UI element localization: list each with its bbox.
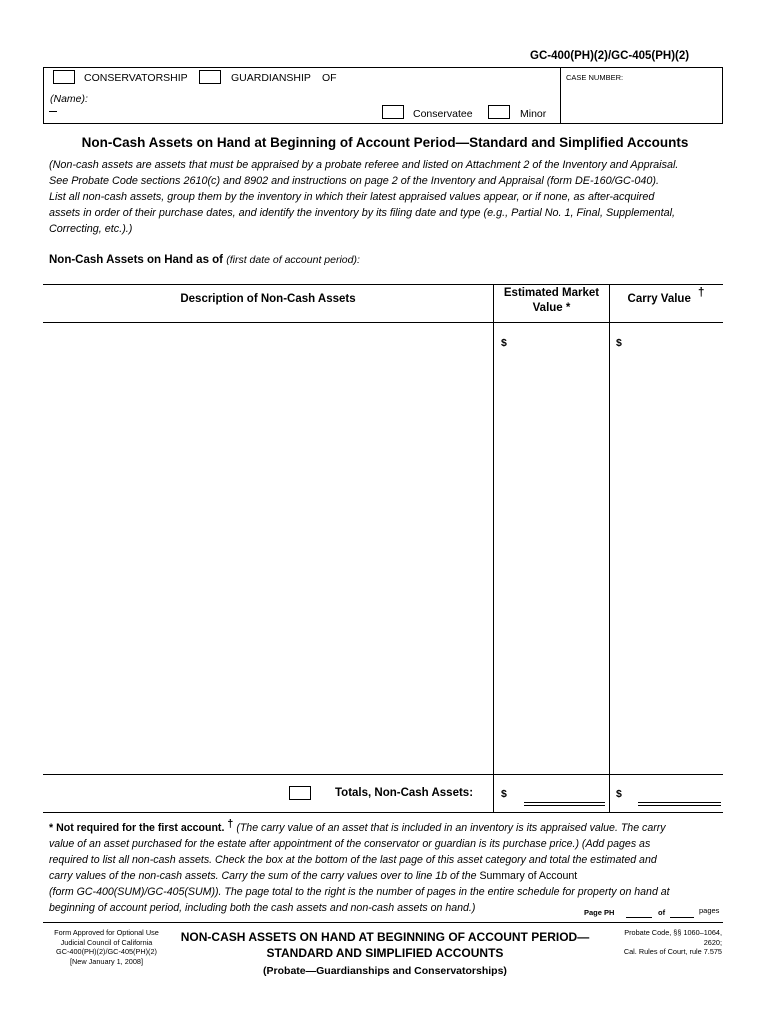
instructions [49, 157, 721, 237]
totals-bottom-rule [43, 812, 723, 813]
dagger-mark: † [698, 287, 705, 299]
totals-carry-underline-2 [638, 805, 721, 806]
footnote-dagger: † [227, 818, 234, 830]
footnote-line-5: (form GC-400(SUM)/GC-405(SUM)). The page total to the right is the number of pages in the entire schedule for property on hand at [49, 886, 670, 898]
conservatorship-checkbox[interactable] [53, 70, 75, 84]
footnote-line-1 [49, 820, 721, 836]
col-header-carry [610, 287, 722, 305]
table-divider-1 [493, 284, 494, 813]
table-divider-2 [609, 284, 610, 813]
pages-label: pages [699, 906, 720, 915]
conservatorship-label: CONSERVATORSHIP [84, 72, 188, 84]
form-id: GC-400(PH)(2)/GC-405(PH)(2) [530, 50, 690, 62]
col-header-estimated-line2: Value * [532, 302, 571, 314]
page-number-field[interactable] [626, 908, 652, 918]
col-header-estimated-line1: Estimated Market [503, 287, 600, 299]
footer-right-line: 2620; [703, 937, 722, 947]
as-of-text: Non-Cash Assets on Hand as of [49, 254, 224, 266]
name-label: (Name): [50, 93, 88, 105]
case-number-divider [560, 67, 561, 124]
name-field[interactable] [90, 92, 555, 106]
footer-left-line: GC-400(PH)(2)/GC-405(PH)(2) [56, 947, 157, 956]
footer-right-notes [600, 928, 722, 957]
totals-top-rule [43, 774, 723, 775]
totals-estimated-underline-1 [524, 802, 605, 803]
carry-dollar-sign: $ [616, 337, 622, 349]
footer-title-line-2: STANDARD AND SIMPLIFIED ACCOUNTS [266, 946, 504, 960]
footnote-text-1: (The carry value of an asset that is included in an inventory is its appraised value. The carry [236, 822, 666, 834]
footnote-line-3: required to list all non-cash assets. Check the box at the bottom of the last page of this asset category and total the estimated and [49, 854, 657, 866]
footnote-text-4a: carry values of the non-cash assets. Carry the sum of the carry values over to line 1b of the [49, 870, 477, 882]
totals-carry-field[interactable] [628, 785, 720, 803]
footer-left-line: [New January 1, 2008] [69, 956, 143, 966]
conservatee-label: Conservatee [413, 108, 473, 120]
estimated-dollar-sign: $ [501, 337, 507, 349]
footer-left-line: Form Approved for Optional Use [54, 928, 159, 937]
instructions-line: List all non-cash assets, group them by the inventory in which their latest appraised values appear, or if none, as after-acquired [49, 191, 655, 203]
summary-of-account-ref: Summary of Account [479, 870, 578, 882]
case-number-field[interactable] [565, 85, 717, 119]
footer-right-line: Cal. Rules of Court, rule 7.575 [623, 947, 722, 956]
description-field[interactable] [45, 326, 491, 772]
footnote [49, 820, 721, 916]
as-of-hint: (first date of account period): [226, 254, 360, 266]
guardianship-checkbox[interactable] [199, 70, 221, 84]
guardianship-label: GUARDIANSHIP [231, 72, 311, 84]
footer-left-notes [49, 928, 164, 966]
page-title: Non-Cash Assets on Hand at Beginning of Account Period—Standard and Simplified Accounts [81, 135, 689, 150]
header-left-border [43, 67, 44, 124]
total-pages-field[interactable] [670, 908, 694, 918]
footer-title [160, 929, 610, 979]
name-dash [49, 111, 57, 112]
col-header-estimated [494, 286, 609, 316]
as-of-date-field[interactable] [392, 252, 712, 268]
totals-estimated-underline-2 [524, 805, 605, 806]
footer-right-line: Probate Code, §§ 1060–1064, [624, 928, 722, 937]
case-number-label: CASE NUMBER: [566, 73, 624, 82]
carry-value-field[interactable] [626, 332, 720, 772]
col-header-description: Description of Non-Cash Assets [180, 293, 356, 305]
instructions-line: See Probate Code sections 2610(c) and 8902 and instructions on page 2 of the Inventory and Appraisal (form DE-160/GC-040). [49, 175, 659, 187]
page-of-label: of [658, 908, 666, 917]
minor-checkbox[interactable] [488, 105, 510, 119]
estimated-value-field[interactable] [512, 332, 606, 772]
as-of-label [49, 254, 360, 266]
of-label: OF [322, 72, 337, 84]
totals-checkbox[interactable] [289, 786, 311, 800]
footer-left-line: Judicial Council of California [60, 937, 153, 947]
instructions-line: assets in order of their purchase dates, and identify the inventory by its filing date and type (e.g., Partial No. 1, Final, Supplemental, [49, 207, 675, 219]
footnote-lead: * Not required for the first account. [49, 822, 225, 834]
minor-label: Minor [520, 108, 547, 120]
col-header-carry-text: Carry Value [627, 293, 691, 305]
footnote-line-6: beginning of account period, including both the cash assets and non-cash assets on hand.) [49, 902, 476, 914]
instructions-line: (Non-cash assets are assets that must be appraised by a probate referee and listed on Attachment 2 of the Inventory and Appraisal. [49, 159, 679, 171]
header-top-rule [43, 67, 723, 68]
header-bottom-rule [43, 123, 723, 124]
totals-estimated-dollar: $ [501, 788, 507, 800]
table-top-rule [43, 284, 723, 285]
footer-title-line-1: NON-CASH ASSETS ON HAND AT BEGINNING OF ACCOUNT PERIOD— [180, 930, 590, 944]
conservatee-checkbox[interactable] [382, 105, 404, 119]
footnote-line-4 [49, 868, 721, 884]
instructions-line: Correcting, etc.).) [49, 223, 133, 235]
table-header-rule [43, 322, 723, 323]
totals-label: Totals, Non-Cash Assets: [335, 787, 474, 799]
footer-rule [43, 922, 723, 923]
footnote-line-2: value of an asset purchased for the estate after appointment of the conservator or guardian is its purchase price.) (Add pages as [49, 838, 651, 850]
totals-carry-underline-1 [638, 802, 721, 803]
totals-carry-dollar: $ [616, 788, 622, 800]
footer-subtitle: (Probate—Guardianships and Conservatorships) [263, 965, 507, 977]
totals-estimated-field[interactable] [513, 785, 605, 803]
header-right-border [722, 67, 723, 124]
page-ph-label: Page PH [584, 908, 615, 917]
